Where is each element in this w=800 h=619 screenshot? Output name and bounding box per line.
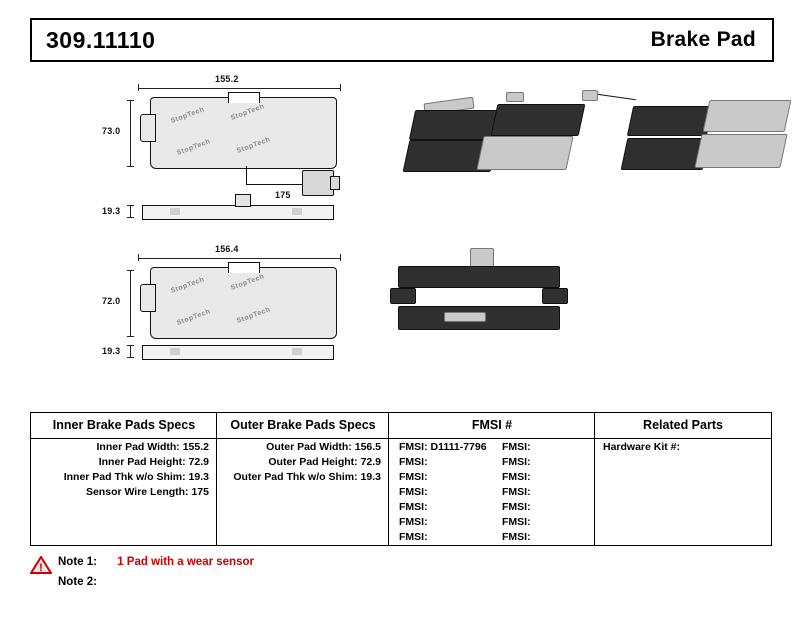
table-row xyxy=(389,439,595,454)
dim-tick xyxy=(127,100,134,101)
brand-mark: StopTech xyxy=(169,106,206,125)
inner-width-dim-line xyxy=(138,88,340,89)
dim-tick xyxy=(340,84,341,91)
fmsi-left: FMSI: xyxy=(399,470,428,483)
fmsi-right: FMSI: xyxy=(502,455,531,468)
table-row: Outer Pad Thk w/o Shim: 19.3 xyxy=(233,470,381,483)
outer-height-dim: 72.0 xyxy=(102,296,121,306)
table-row xyxy=(389,529,595,544)
note-1-label: Note 1: xyxy=(58,556,97,568)
brand-mark: StopTech xyxy=(235,136,272,155)
outer-specs-table xyxy=(216,412,390,546)
table-row: Sensor Wire Length: 175 xyxy=(85,485,209,498)
outer-thk-dim-line xyxy=(130,345,131,357)
sensor-connector-tab xyxy=(330,176,340,190)
side-view-detail xyxy=(170,208,180,215)
notes-section xyxy=(39,556,254,596)
fmsi-left: FMSI: xyxy=(399,500,428,513)
render-bottom-ear-left xyxy=(390,288,416,304)
sensor-wire xyxy=(246,184,304,185)
table-row: Outer Pad Width: 156.5 xyxy=(266,440,381,453)
render-pad-d xyxy=(694,134,787,168)
table-row: Inner Pad Width: 155.2 xyxy=(96,440,209,453)
fmsi-right: FMSI: xyxy=(502,470,531,483)
render-outer-pad-top xyxy=(491,104,586,136)
brand-mark: StopTech xyxy=(175,308,212,327)
note-2-label: Note 2: xyxy=(58,576,97,588)
inner-pad-top-notch xyxy=(228,92,260,103)
side-view-clip xyxy=(235,194,251,207)
outer-height-dim-line xyxy=(130,270,131,336)
dim-tick xyxy=(127,205,134,206)
drawing-area xyxy=(30,62,770,392)
render-sensor-connector xyxy=(582,90,598,101)
fmsi-left: FMSI: xyxy=(399,515,428,528)
render-bottom-clip xyxy=(470,248,494,268)
note-1 xyxy=(39,556,254,574)
table-row: Outer Pad Height: 72.9 xyxy=(268,455,381,468)
inner-width-dim: 155.2 xyxy=(215,74,239,84)
brand-mark: StopTech xyxy=(169,276,206,295)
render-bottom-pad-top xyxy=(398,266,560,288)
inner-pad-body xyxy=(150,97,337,169)
fmsi-rows xyxy=(389,439,595,544)
inner-pad-left-ear xyxy=(140,114,156,142)
outer-pad-top-notch xyxy=(228,262,260,273)
brand-mark: StopTech xyxy=(229,103,266,122)
fmsi-left: FMSI: xyxy=(399,530,428,543)
outer-specs-rows xyxy=(217,439,389,484)
fmsi-left: FMSI: xyxy=(399,485,428,498)
fmsi-title: FMSI # xyxy=(389,413,595,439)
outer-specs-title: Outer Brake Pads Specs xyxy=(217,413,389,439)
fmsi-right: FMSI: xyxy=(502,515,531,528)
render-clip-small xyxy=(506,92,524,102)
sheet-header xyxy=(30,18,774,62)
related-parts-table xyxy=(594,412,772,546)
inner-thk-dim: 19.3 xyxy=(102,206,121,216)
inner-thk-dim-line xyxy=(130,205,131,217)
inner-height-dim-line xyxy=(130,100,131,166)
fmsi-table xyxy=(388,412,596,546)
table-row xyxy=(389,484,595,499)
render-pad-b xyxy=(703,100,792,132)
fmsi-right: FMSI: xyxy=(502,440,531,453)
dim-tick xyxy=(127,166,134,167)
table-row: Hardware Kit #: xyxy=(603,441,681,453)
outer-width-dim-line xyxy=(138,258,340,259)
inner-specs-rows xyxy=(31,439,217,499)
dim-tick xyxy=(138,254,139,261)
dim-tick xyxy=(138,84,139,91)
product-type: Brake Pad xyxy=(650,28,756,51)
table-row xyxy=(389,499,595,514)
outer-thk-dim: 19.3 xyxy=(102,346,121,356)
render-pad-a xyxy=(627,106,713,136)
fmsi-right: FMSI: xyxy=(502,500,531,513)
dim-tick xyxy=(127,357,134,358)
render-bottom-ear-right xyxy=(542,288,568,304)
dim-tick xyxy=(340,254,341,261)
dim-tick xyxy=(127,336,134,337)
part-number: 309.11110 xyxy=(46,27,156,53)
brand-mark: StopTech xyxy=(235,306,272,325)
table-row: Inner Pad Height: 72.9 xyxy=(98,455,209,468)
brand-mark: StopTech xyxy=(175,138,212,157)
inner-height-dim: 73.0 xyxy=(102,126,121,136)
outer-pad-body xyxy=(150,267,337,339)
dim-tick xyxy=(127,270,134,271)
inner-specs-title: Inner Brake Pads Specs xyxy=(31,413,217,439)
table-row xyxy=(389,454,595,469)
outer-pad-left-ear xyxy=(140,284,156,312)
table-row: Inner Pad Thk w/o Shim: 19.3 xyxy=(63,470,209,483)
table-row xyxy=(389,469,595,484)
sensor-wire-drop xyxy=(246,166,249,184)
side-view-detail xyxy=(170,348,180,355)
fmsi-left: FMSI: xyxy=(399,455,428,468)
render-bottom-detail xyxy=(444,312,486,322)
fmsi-right: FMSI: xyxy=(502,530,531,543)
fmsi-left: FMSI: D1111-7796 xyxy=(399,440,487,453)
side-view-detail xyxy=(292,208,302,215)
table-row xyxy=(389,514,595,529)
inner-specs-table xyxy=(30,412,218,546)
dim-tick xyxy=(127,345,134,346)
note-2 xyxy=(58,576,254,588)
svg-text:!: ! xyxy=(39,562,43,574)
sensor-length-dim: 175 xyxy=(275,190,291,200)
brand-mark: StopTech xyxy=(229,273,266,292)
side-view-detail xyxy=(292,348,302,355)
related-parts-title: Related Parts xyxy=(595,413,771,439)
render-outer-pad-bottom xyxy=(476,136,573,170)
fmsi-right: FMSI: xyxy=(502,485,531,498)
dim-tick xyxy=(127,217,134,218)
note-1-value: 1 Pad with a wear sensor xyxy=(117,556,254,568)
outer-width-dim: 156.4 xyxy=(215,244,239,254)
